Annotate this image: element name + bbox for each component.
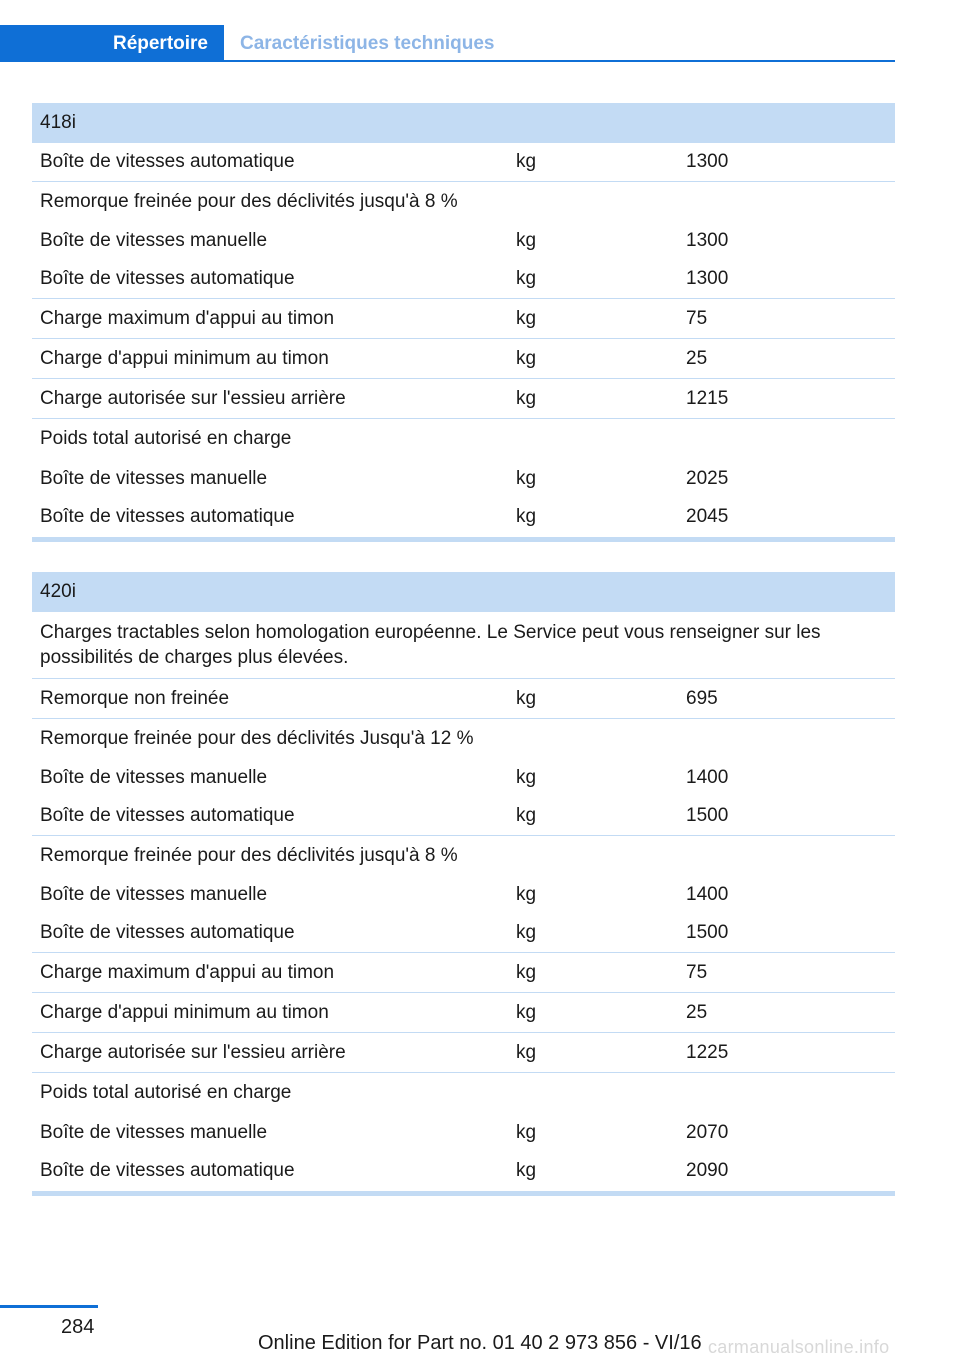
table-row <box>32 679 895 719</box>
table-row <box>32 419 895 459</box>
row-value: 1400 <box>686 766 729 788</box>
spec-table-420i <box>32 572 895 1196</box>
table-row <box>32 758 895 797</box>
row-value: 695 <box>686 687 718 709</box>
spec-table-418i <box>32 103 895 542</box>
row-unit: kg <box>516 467 537 489</box>
table-title: 418i <box>32 103 895 143</box>
row-unit: kg <box>516 229 537 251</box>
row-value: 2070 <box>686 1121 729 1143</box>
table-row <box>32 1113 895 1152</box>
row-label: Boîte de vitesses manuelle <box>40 1121 268 1143</box>
row-label: Remorque freinée pour des déclivités Jusqu'à 12 % <box>40 727 474 749</box>
table-row <box>32 1152 895 1190</box>
row-label: Charge autorisée sur l'essieu arrière <box>40 387 346 409</box>
row-unit: kg <box>516 766 537 788</box>
row-value: 1215 <box>686 387 729 409</box>
page-number: 284 <box>61 1316 95 1338</box>
table-row <box>32 1033 895 1073</box>
table-row <box>32 836 895 875</box>
row-unit: kg <box>516 151 537 172</box>
table-end-bar <box>32 1191 895 1196</box>
row-label: Charge d'appui minimum au timon <box>40 1001 329 1023</box>
table-row <box>32 299 895 339</box>
row-label: Boîte de vitesses manuelle <box>40 229 268 251</box>
table-row <box>32 875 895 914</box>
table-row <box>32 993 895 1033</box>
row-unit: kg <box>516 307 537 329</box>
tab-repertoire[interactable]: Répertoire <box>0 25 224 62</box>
edition-text: Online Edition for Part no. 01 40 2 973 856 - VI/16 <box>258 1332 702 1354</box>
row-unit: kg <box>516 883 537 905</box>
row-value: 1300 <box>686 229 729 251</box>
row-value: 75 <box>686 961 708 983</box>
row-label: Remorque non freinée <box>40 687 230 709</box>
table-row <box>32 719 895 758</box>
row-label: Charge maximum d'appui au timon <box>40 307 335 329</box>
page-header <box>0 25 895 62</box>
row-unit: kg <box>516 506 537 527</box>
table-row <box>32 182 895 221</box>
row-label: Boîte de vitesses automatique <box>40 506 295 527</box>
table-row <box>32 797 895 836</box>
row-label: Poids total autorisé en charge <box>40 428 292 449</box>
row-label: Boîte de vitesses automatique <box>40 922 295 943</box>
watermark: carmanualsonline.info <box>708 1337 890 1357</box>
table-end-bar <box>32 537 895 542</box>
row-value: 2025 <box>686 467 729 489</box>
table-row <box>32 914 895 953</box>
row-unit: kg <box>516 805 537 826</box>
table-row <box>32 459 895 498</box>
row-label: Poids total autorisé en charge <box>40 1082 292 1103</box>
row-label: Remorque freinée pour des déclivités jusqu'à 8 % <box>40 844 458 866</box>
table-row <box>32 953 895 993</box>
table-row <box>32 339 895 379</box>
row-value: 1225 <box>686 1041 729 1063</box>
footer-divider <box>0 1305 98 1308</box>
table-title: 420i <box>32 572 895 612</box>
row-label: Boîte de vitesses automatique <box>40 805 295 826</box>
header-divider <box>0 60 895 62</box>
row-label: Charge autorisée sur l'essieu arrière <box>40 1041 346 1063</box>
row-unit: kg <box>516 1001 537 1023</box>
row-unit: kg <box>516 387 537 409</box>
row-unit: kg <box>516 1041 537 1063</box>
table-row <box>32 1073 895 1113</box>
row-label: Remorque freinée pour des déclivités jusqu'à 8 % <box>40 190 458 212</box>
row-unit: kg <box>516 922 537 943</box>
tab-section-title[interactable]: Caractéristiques techniques <box>240 32 495 54</box>
row-unit: kg <box>516 961 537 983</box>
row-label: Boîte de vitesses automatique <box>40 1160 295 1181</box>
table-row <box>32 379 895 419</box>
row-value: 2045 <box>686 506 729 527</box>
row-unit: kg <box>516 1121 537 1143</box>
table-row <box>32 498 895 536</box>
row-value: 1300 <box>686 151 729 172</box>
row-unit: kg <box>516 347 537 369</box>
table-note <box>32 612 895 679</box>
row-unit: kg <box>516 687 537 709</box>
row-value: 1400 <box>686 883 729 905</box>
row-value: 1300 <box>686 268 729 289</box>
row-value: 1500 <box>686 922 729 943</box>
row-value: 1500 <box>686 805 729 826</box>
row-value: 2090 <box>686 1160 729 1181</box>
note-text: Charges tractables selon homologation européenne. Le Service peut vous renseigner sur les possibilités de charges plus élevées. <box>40 622 821 668</box>
row-unit: kg <box>516 1160 537 1181</box>
table-row <box>32 143 895 182</box>
row-label: Boîte de vitesses manuelle <box>40 883 268 905</box>
row-value: 25 <box>686 1001 708 1023</box>
row-value: 25 <box>686 347 708 369</box>
row-label: Boîte de vitesses automatique <box>40 268 295 289</box>
row-label: Boîte de vitesses manuelle <box>40 766 268 788</box>
row-label: Boîte de vitesses automatique <box>40 151 295 172</box>
row-unit: kg <box>516 268 537 289</box>
row-value: 75 <box>686 307 708 329</box>
table-row <box>32 221 895 260</box>
row-label: Charge maximum d'appui au timon <box>40 961 335 983</box>
table-row <box>32 260 895 299</box>
row-label: Boîte de vitesses manuelle <box>40 467 268 489</box>
row-label: Charge d'appui minimum au timon <box>40 347 329 369</box>
